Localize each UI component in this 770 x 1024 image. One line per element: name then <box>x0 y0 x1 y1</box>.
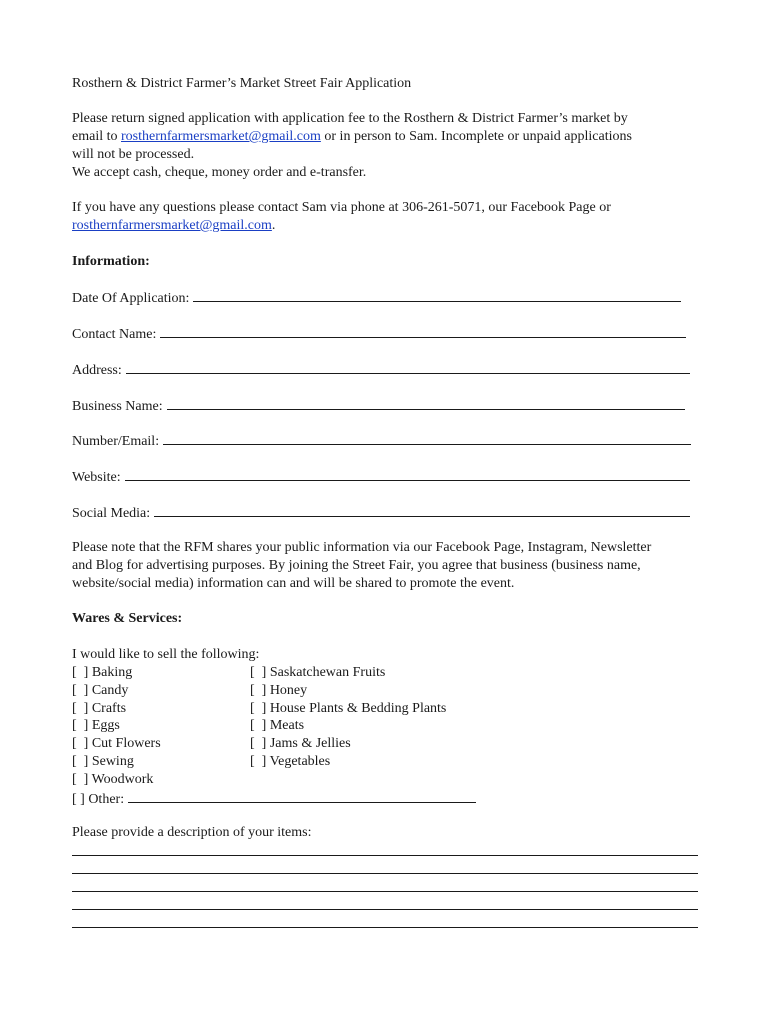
description-line-5[interactable] <box>72 927 698 928</box>
wares-intro: I would like to sell the following: <box>72 647 260 662</box>
checkbox-item-house-plants[interactable]: [ ] House Plants & Bedding Plants <box>250 701 447 716</box>
checkbox-item-woodwork[interactable]: [ ] Woodwork <box>72 772 154 787</box>
payment-methods: We accept cash, cheque, money order and e-transfer. <box>72 165 367 180</box>
intro-line-2-suffix: or in person to Sam. Incomplete or unpaid applications <box>320 129 632 144</box>
business-name-blank[interactable] <box>167 396 685 410</box>
questions-line-2-suffix: . <box>271 218 276 233</box>
website-label: Website: <box>72 470 121 485</box>
privacy-note-line-2: and Blog for advertising purposes. By joining the Street Fair, you agree that business (business name, <box>72 558 641 573</box>
social-media-field[interactable] <box>72 503 690 523</box>
information-heading: Information: <box>72 254 150 269</box>
contact-name-blank[interactable] <box>160 324 686 338</box>
date-of-application-label: Date Of Application: <box>72 291 190 306</box>
date-of-application-blank[interactable] <box>193 288 681 302</box>
checkbox-item-vegetables[interactable]: [ ] Vegetables <box>250 754 331 769</box>
checkbox-item-jams-jellies[interactable]: [ ] Jams & Jellies <box>250 736 351 751</box>
contact-name-field[interactable] <box>72 324 686 344</box>
checkbox-item-saskatchewan-fruits[interactable]: [ ] Saskatchewan Fruits <box>250 665 386 680</box>
intro-line-2-prefix: email to <box>72 129 121 144</box>
description-prompt: Please provide a description of your items: <box>72 825 312 840</box>
intro-line-3: will not be processed. <box>72 147 195 162</box>
privacy-note-line-1: Please note that the RFM shares your public information via our Facebook Page, Instagram, Newsletter <box>72 540 652 555</box>
date-of-application-field[interactable] <box>72 288 681 308</box>
other-label[interactable]: [ ] Other: <box>72 792 125 807</box>
contact-email-link[interactable]: rosthernfarmersmarket@gmail.com <box>72 218 272 233</box>
address-blank[interactable] <box>126 360 690 374</box>
intro-line-1: Please return signed application with application fee to the Rosthern & District Farmer’s market by <box>72 111 628 126</box>
privacy-note-line-3: website/social media) information can and will be shared to promote the event. <box>72 576 515 591</box>
checkbox-item-eggs[interactable]: [ ] Eggs <box>72 718 120 733</box>
number-email-blank[interactable] <box>163 431 691 445</box>
address-label: Address: <box>72 363 122 378</box>
number-email-field[interactable] <box>72 431 691 451</box>
description-line-2[interactable] <box>72 873 698 874</box>
checkbox-item-baking[interactable]: [ ] Baking <box>72 665 133 680</box>
wares-heading: Wares & Services: <box>72 611 183 626</box>
checkbox-item-honey[interactable]: [ ] Honey <box>250 683 308 698</box>
website-field[interactable] <box>72 467 690 487</box>
number-email-label: Number/Email: <box>72 434 160 449</box>
checkbox-item-meats[interactable]: [ ] Meats <box>250 718 305 733</box>
other-blank[interactable] <box>128 789 476 803</box>
checkbox-item-candy[interactable]: [ ] Candy <box>72 683 129 698</box>
page-title: Rosthern & District Farmer’s Market Street Fair Application <box>72 76 412 91</box>
checkbox-item-sewing[interactable]: [ ] Sewing <box>72 754 134 769</box>
contact-name-label: Contact Name: <box>72 327 157 342</box>
social-media-blank[interactable] <box>154 503 690 517</box>
checkbox-item-cut-flowers[interactable]: [ ] Cut Flowers <box>72 736 161 751</box>
address-field[interactable] <box>72 360 690 380</box>
description-line-3[interactable] <box>72 891 698 892</box>
business-name-field[interactable] <box>72 396 685 416</box>
description-line-1[interactable] <box>72 855 698 856</box>
website-blank[interactable] <box>125 467 690 481</box>
intro-line-2 <box>72 128 632 146</box>
social-media-label: Social Media: <box>72 506 151 521</box>
checkbox-item-crafts[interactable]: [ ] Crafts <box>72 701 127 716</box>
checkbox-item-other[interactable] <box>72 789 476 809</box>
description-line-4[interactable] <box>72 909 698 910</box>
questions-line-1: If you have any questions please contact Sam via phone at 306-261-5071, our Facebook Page or <box>72 200 611 215</box>
questions-line-2 <box>72 217 275 235</box>
market-email-link[interactable]: rosthernfarmersmarket@gmail.com <box>121 129 321 144</box>
business-name-label: Business Name: <box>72 399 163 414</box>
